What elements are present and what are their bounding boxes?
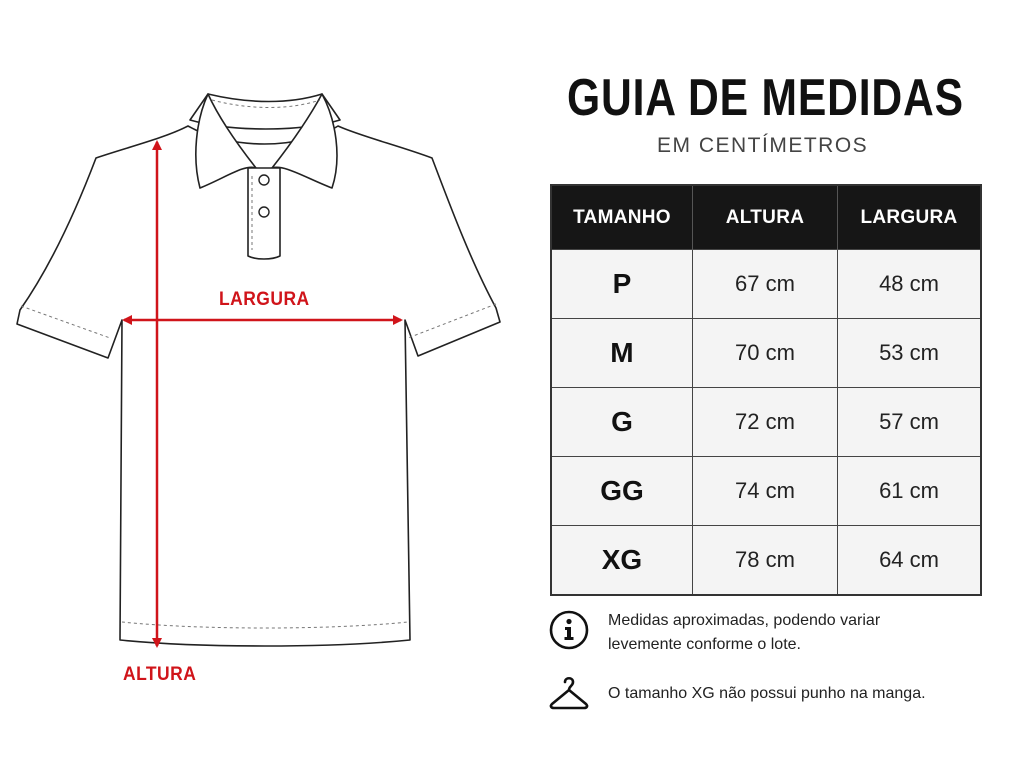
height-cell: 74 cm — [692, 457, 837, 526]
width-cell: 53 cm — [838, 319, 981, 388]
width-cell: 61 cm — [838, 457, 981, 526]
size-cell: GG — [551, 457, 692, 526]
width-label: LARGURA — [219, 289, 310, 310]
height-cell: 72 cm — [692, 388, 837, 457]
note-text: O tamanho XG não possui punho na manga. — [608, 685, 926, 702]
hanger-icon — [548, 672, 590, 714]
size-cell: G — [551, 388, 692, 457]
header-height: ALTURA — [692, 185, 837, 250]
table-header-row — [551, 185, 981, 250]
size-cell: M — [551, 319, 692, 388]
table-row — [551, 526, 981, 596]
height-cell: 78 cm — [692, 526, 837, 596]
note-text: Medidas aproximadas, podendo variar levemente conforme o lote. — [608, 612, 881, 653]
note-approximate — [548, 609, 908, 657]
size-table — [550, 184, 982, 596]
info-icon — [548, 609, 590, 651]
height-cell: 67 cm — [692, 250, 837, 319]
height-cell: 70 cm — [692, 319, 837, 388]
table-row — [551, 457, 981, 526]
page-subtitle: EM CENTÍMETROS — [657, 134, 869, 157]
width-cell: 64 cm — [838, 526, 981, 596]
size-cell: XG — [551, 526, 692, 596]
header-size: TAMANHO — [551, 185, 692, 250]
table-row — [551, 250, 981, 319]
header-width: LARGURA — [838, 185, 981, 250]
table-row — [551, 319, 981, 388]
size-cell: P — [551, 250, 692, 319]
height-label: ALTURA — [123, 664, 197, 685]
width-cell: 57 cm — [838, 388, 981, 457]
page-title: GUIA DE MEDIDAS — [567, 69, 964, 127]
note-xg-cuff — [548, 672, 926, 714]
width-cell: 48 cm — [838, 250, 981, 319]
table-row — [551, 388, 981, 457]
